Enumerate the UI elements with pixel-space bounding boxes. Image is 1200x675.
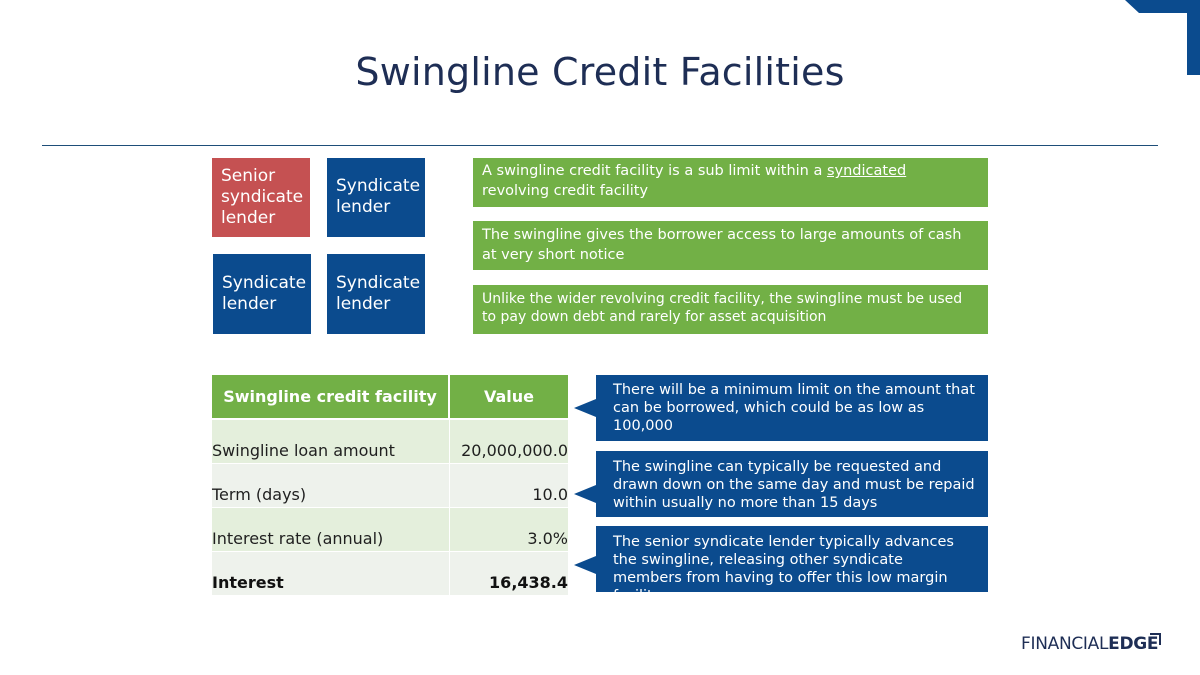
callout-text: There will be a minimum limit on the amount that can be borrowed, which could be as low as 100,000 bbox=[613, 382, 975, 434]
callout-minimum-limit bbox=[596, 375, 988, 441]
page-title: Swingline Credit Facilities bbox=[355, 50, 845, 94]
callout-senior-lender bbox=[596, 526, 988, 604]
logo-text-financial: FINANCIAL bbox=[1021, 634, 1109, 654]
logo-text-edge: EDGE bbox=[1108, 634, 1159, 654]
table-header-label: Swingline credit facility bbox=[212, 375, 448, 418]
note-text: A swingline credit facility is a sub limit within a bbox=[482, 163, 827, 179]
callout-pointer bbox=[574, 485, 596, 503]
note-pay-down-debt bbox=[473, 285, 988, 334]
row-label: Interest bbox=[212, 573, 284, 592]
senior-lender-box bbox=[212, 158, 310, 237]
row-label: Term (days) bbox=[212, 485, 307, 504]
note-cash-access bbox=[473, 221, 988, 270]
callout-same-day bbox=[596, 451, 988, 517]
row-label: Swingline loan amount bbox=[212, 441, 395, 460]
callout-pointer bbox=[574, 399, 596, 417]
callout-text: The swingline can typically be requested and drawn down on the same day and must be repaid within usually no more than 15 days bbox=[613, 459, 975, 511]
table-row bbox=[212, 552, 568, 595]
table-row bbox=[212, 420, 568, 463]
syndicated-link[interactable]: syndicated bbox=[826, 163, 907, 179]
syndicate-lender-box-3 bbox=[327, 254, 425, 334]
callout-pointer bbox=[574, 556, 596, 574]
title-divider bbox=[42, 145, 1158, 146]
syndicate-lender-label: Syndicate lender bbox=[336, 176, 421, 217]
table-header-value: Value bbox=[450, 375, 568, 418]
row-label: Interest rate (annual) bbox=[212, 529, 384, 548]
row-value: 16,438.4 bbox=[489, 573, 568, 592]
callout-text: The senior syndicate lender typically advances the swingline, releasing other syndicate members from having to offer this low margin facility bbox=[613, 534, 954, 604]
logo-corner-icon bbox=[1150, 633, 1161, 645]
note-text: revolving credit facility bbox=[482, 183, 649, 199]
table-row bbox=[212, 464, 568, 507]
note-text: Unlike the wider revolving credit facility, the swingline must be used to pay down debt and rarely for asset acquisition bbox=[482, 291, 963, 325]
table-row bbox=[212, 508, 568, 551]
note-text: The swingline gives the borrower access to large amounts of cash at very short notice bbox=[482, 227, 962, 263]
row-value: 10.0 bbox=[532, 485, 568, 504]
syndicate-lender-box-1 bbox=[327, 158, 425, 237]
row-value: 3.0% bbox=[527, 529, 568, 548]
senior-lender-label: Senior syndicate lender bbox=[221, 166, 304, 228]
row-value: 20,000,000.0 bbox=[461, 441, 568, 460]
syndicate-lender-label: Syndicate lender bbox=[222, 273, 307, 314]
syndicate-lender-box-2 bbox=[213, 254, 311, 334]
syndicate-lender-label: Syndicate lender bbox=[336, 273, 421, 314]
financial-edge-logo bbox=[1021, 634, 1158, 654]
note-syndicated-sublimit bbox=[473, 158, 988, 207]
